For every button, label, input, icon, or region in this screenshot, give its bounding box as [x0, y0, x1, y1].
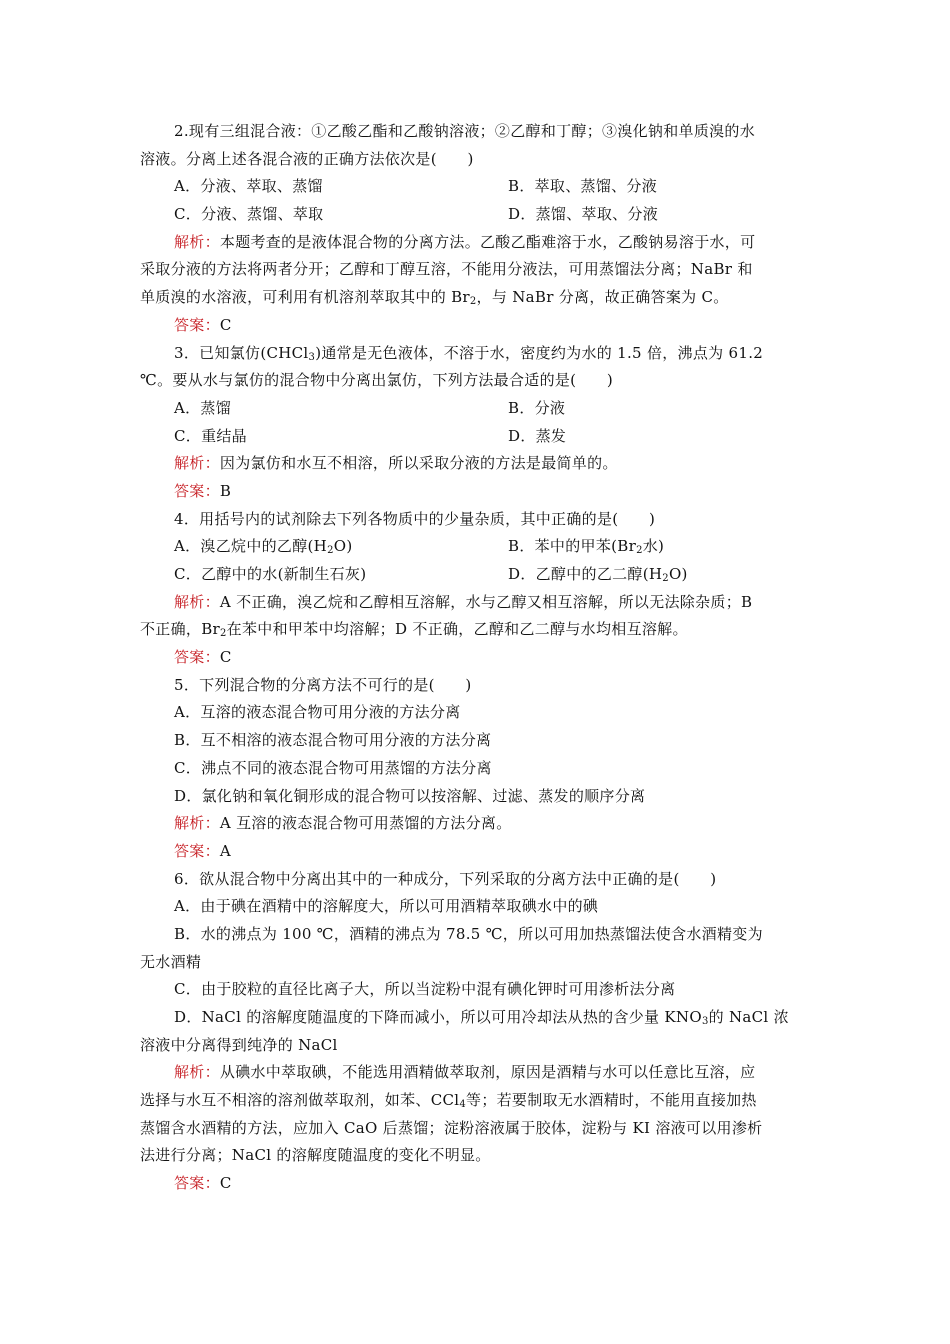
q4-option-b-sub: 2 — [636, 545, 643, 557]
q2-answer-value: C — [219, 315, 232, 334]
q5-answer-value: A — [219, 841, 232, 860]
q2-analysis-text-1: 本题考查的是液体混合物的分离方法。乙酸乙酯难溶于水，乙酸钠易溶于水，可 — [219, 232, 756, 251]
q2-analysis-text-3b: ，与 NaBr 分离，故正确答案为 C。 — [476, 288, 729, 307]
question-5 — [140, 672, 812, 866]
q3-answer-line — [140, 478, 812, 506]
q6-answer-value: C — [219, 1174, 232, 1193]
document-content — [140, 118, 812, 1198]
q6-analysis-sub: 4 — [459, 1099, 467, 1111]
q4-option-b-text-1: B．苯中的甲苯(Br — [508, 537, 637, 556]
q4-option-d-text-1: D．乙醇中的乙二醇(H — [508, 565, 663, 583]
q4-options-row-2 — [140, 561, 812, 589]
q5-option-b: B．互不相溶的液态混合物可用分液的方法分离 — [174, 731, 492, 750]
q5-option-c: C．沸点不同的液态混合物可用蒸馏的方法分离 — [174, 758, 492, 777]
q2-analysis-sub: 2 — [469, 296, 477, 308]
q3-option-c: C．重结晶 — [174, 426, 247, 445]
q6-analysis-line-4: 法进行分离；NaCl 的溶解度随温度的变化不明显。 — [140, 1146, 491, 1165]
q3-option-d: D．蒸发 — [508, 426, 567, 445]
q6-stem-line-1: 6．欲从混合物中分离出其中的一种成分，下列采取的分离方法中正确的是( ) — [174, 869, 717, 888]
q6-option-d-text-1a: D．NaCl 的溶解度随温度的下降而减小，所以可用冷却法从热的含少量 KNO — [174, 1008, 702, 1026]
q4-option-a-text-1: A．溴乙烷中的乙醇(H — [174, 537, 328, 556]
question-2 — [140, 118, 812, 340]
q2-option-a: A．分液、萃取、蒸馏 — [174, 177, 323, 196]
q2-option-c: C．分液、蒸馏、萃取 — [174, 205, 324, 224]
q6-option-b-line-2: 无水酒精 — [140, 952, 202, 971]
q5-answer-label: 答案： — [174, 841, 220, 860]
q2-stem-line-2: 溶液。分离上述各混合液的正确方法依次是( ) — [140, 149, 474, 168]
q4-analysis-text-2b: 在苯中和甲苯中均溶解；D 不正确，乙醇和乙二醇与水均相互溶解。 — [226, 620, 688, 639]
q2-stem-line-1: 2.现有三组混合液：①乙酸乙酯和乙酸钠溶液；②乙醇和丁醇；③溴化钠和单质溴的水 — [174, 122, 756, 140]
q6-answer-line — [140, 1170, 812, 1198]
q3-analysis-line-1 — [140, 450, 812, 478]
q3-option-a: A．蒸馏 — [174, 398, 232, 417]
q2-options-row-2 — [140, 201, 812, 229]
q6-answer-label: 答案： — [174, 1174, 220, 1193]
q3-stem-sub: 3 — [308, 351, 316, 363]
q3-analysis-label: 解析： — [174, 454, 220, 473]
q5-stem-line-1: 5．下列混合物的分离方法不可行的是( ) — [174, 675, 472, 694]
q3-answer-value: B — [219, 481, 232, 500]
q3-answer-label: 答案： — [174, 481, 220, 500]
q4-answer-label: 答案： — [174, 648, 220, 667]
q2-option-b: B．萃取、蒸馏、分液 — [508, 177, 658, 196]
q6-analysis-text-1: 从碘水中萃取碘，不能选用酒精做萃取剂，原因是酒精与水可以任意比互溶，应 — [219, 1063, 756, 1082]
q4-analysis-line-1 — [140, 589, 812, 617]
q2-analysis-line-3 — [140, 284, 812, 312]
q4-stem-line-1: 4．用括号内的试剂除去下列各物质中的少量杂质，其中正确的是( ) — [174, 509, 656, 528]
q4-answer-line — [140, 644, 812, 672]
q2-analysis-label: 解析： — [174, 232, 220, 251]
q2-analysis-line-1 — [140, 229, 812, 257]
q6-option-d-line-1 — [140, 1004, 812, 1032]
q5-analysis-text-1: A 互溶的液态混合物可用蒸馏的方法分离。 — [219, 814, 512, 833]
q6-analysis-text-2a: 选择与水互不相溶的溶剂做萃取剂，如苯、CCl — [140, 1091, 460, 1110]
q6-option-b-line-1: B．水的沸点为 100 ℃，酒精的沸点为 78.5 ℃，所以可用加热蒸馏法使含水酒精变为 — [174, 924, 763, 943]
q2-answer-label: 答案： — [174, 315, 220, 334]
q4-analysis-sub: 2 — [220, 628, 227, 640]
question-3 — [140, 340, 812, 506]
q3-stem-line-1 — [140, 340, 812, 368]
q4-option-d-sub: 2 — [662, 573, 669, 584]
q6-analysis-line-3: 蒸馏含水酒精的方法，应加入 CaO 后蒸馏；淀粉溶液属于胶体，淀粉与 KI 溶液可以用渗析 — [140, 1118, 763, 1137]
q6-option-c: C．由于胶粒的直径比离子大，所以当淀粉中混有碘化钾时可用渗析法分离 — [174, 980, 676, 999]
q3-stem-text-1a: 3．已知氯仿(CHCl — [174, 343, 309, 362]
q3-option-b: B．分液 — [508, 398, 566, 417]
q5-option-d: D．氯化钠和氧化铜形成的混合物可以按溶解、过滤、蒸发的顺序分离 — [174, 786, 646, 805]
q4-answer-value: C — [219, 648, 232, 667]
q5-answer-line — [140, 838, 812, 866]
q4-option-a — [140, 533, 474, 561]
q4-analysis-text-2a: 不正确，Br — [140, 620, 220, 639]
q5-analysis-label: 解析： — [174, 814, 220, 833]
q3-stem-line-2: ℃。要从水与氯仿的混合物中分离出氯仿，下列方法最合适的是( ) — [140, 371, 614, 390]
q2-analysis-line-2: 采取分液的方法将两者分开；乙醇和丁醇互溶，不能用分液法，可用蒸馏法分离；NaBr 和 — [140, 260, 753, 279]
q4-option-c: C．乙醇中的水(新制生石灰) — [174, 565, 367, 583]
q6-analysis-line-1 — [140, 1059, 812, 1087]
q2-analysis-text-3a: 单质溴的水溶液，可利用有机溶剂萃取其中的 Br — [140, 288, 470, 307]
q4-option-b-text-2: 水) — [642, 537, 665, 556]
q2-answer-line — [140, 312, 812, 340]
q6-option-d-line-2: 溶液中分离得到纯净的 NaCl — [140, 1035, 338, 1054]
q4-option-d — [474, 561, 812, 589]
q3-analysis-text-1: 因为氯仿和水互不相溶，所以采取分液的方法是最简单的。 — [219, 454, 618, 473]
q6-option-a: A．由于碘在酒精中的溶解度大，所以可用酒精萃取碘水中的碘 — [174, 897, 599, 916]
q2-options-row-1 — [140, 173, 812, 201]
question-6 — [140, 866, 812, 1198]
q3-stem-text-1b: )通常是无色液体，不溶于水，密度约为水的 1.5 倍，沸点为 61.2 — [315, 343, 764, 362]
q5-analysis-line-1 — [140, 810, 812, 838]
q4-option-b — [474, 533, 812, 561]
q3-options-row-2 — [140, 423, 812, 451]
q4-option-d-text-2: O) — [668, 565, 688, 583]
q6-analysis-label: 解析： — [174, 1063, 220, 1082]
q4-analysis-text-1: A 不正确，溴乙烷和乙醇相互溶解，水与乙醇又相互溶解，所以无法除杂质；B — [219, 592, 753, 611]
q5-option-a: A．互溶的液态混合物可用分液的方法分离 — [174, 703, 461, 722]
q6-option-d-sub: 3 — [701, 1016, 709, 1027]
q3-options-row-1 — [140, 395, 812, 423]
q4-option-a-text-2: O) — [333, 537, 353, 556]
q4-option-a-sub: 2 — [327, 545, 334, 557]
question-4 — [140, 506, 812, 672]
q6-analysis-text-2b: 等；若要制取无水酒精时，不能用直接加热 — [466, 1091, 757, 1110]
q6-option-d-text-1b: 的 NaCl 浓 — [708, 1008, 789, 1026]
q4-analysis-line-2 — [140, 616, 812, 644]
q6-analysis-line-2 — [140, 1087, 812, 1115]
q4-analysis-label: 解析： — [174, 592, 220, 611]
q2-option-d: D．蒸馏、萃取、分液 — [508, 205, 659, 224]
q4-options-row-1 — [140, 533, 812, 561]
